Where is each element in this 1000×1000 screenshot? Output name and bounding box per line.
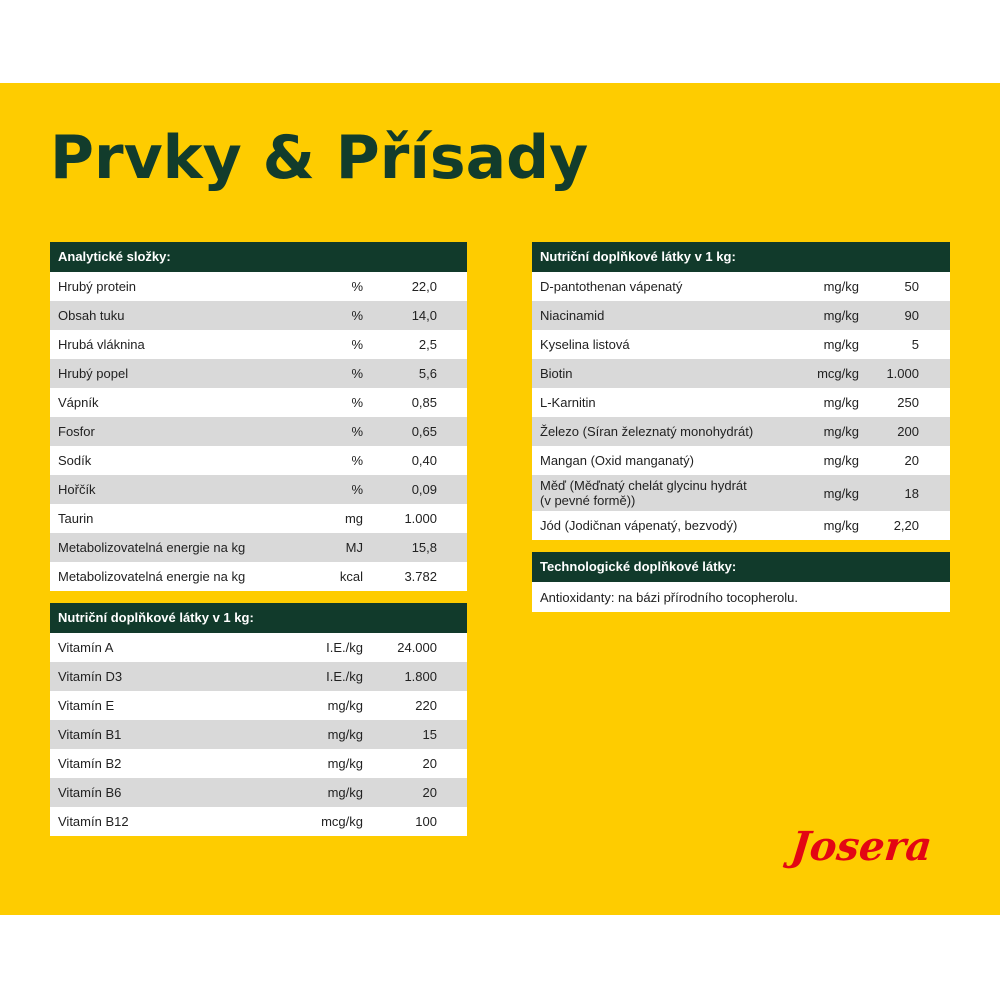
row-unit: mg/kg <box>823 308 859 323</box>
table-row <box>50 662 467 691</box>
row-unit: mg/kg <box>823 453 859 468</box>
table-row <box>532 446 950 475</box>
row-value: 22,0 <box>411 279 437 294</box>
row-name: Hrubý protein <box>58 279 137 294</box>
row-unit: % <box>351 337 363 352</box>
row-name: Kyselina listová <box>540 337 630 352</box>
table-row <box>50 562 467 591</box>
row-value: 15,8 <box>411 540 437 555</box>
table-row <box>50 778 467 807</box>
row-unit: mg/kg <box>327 756 363 771</box>
technological-additives-table <box>532 552 950 612</box>
row-value: 15 <box>422 727 437 742</box>
page-title: Prvky & Přísady <box>50 123 589 193</box>
row-name: Hrubý popel <box>58 366 129 381</box>
row-name: Hořčík <box>58 482 96 497</box>
row-value: 2,20 <box>893 518 919 533</box>
row-unit: % <box>351 308 363 323</box>
row-name: Železo (Síran železnatý monohydrát) <box>540 424 754 439</box>
row-name: D-pantothenan vápenatý <box>540 279 683 294</box>
row-unit: mg/kg <box>823 424 859 439</box>
technological-additives-text: Antioxidanty: na bázi přírodního tocopherolu. <box>540 589 799 605</box>
row-unit: mg/kg <box>327 727 363 742</box>
table-row <box>50 446 467 475</box>
table-row <box>532 475 950 511</box>
row-name: Metabolizovatelná energie na kg <box>58 569 246 584</box>
row-value: 20 <box>422 756 437 771</box>
row-value: 18 <box>904 485 919 501</box>
row-unit: mg/kg <box>823 337 859 352</box>
row-name: Vitamín D3 <box>58 669 123 684</box>
table-row <box>532 582 950 612</box>
row-unit: mg/kg <box>823 395 859 410</box>
row-name: L-Karnitin <box>540 395 596 410</box>
table-row <box>50 272 467 301</box>
table-row <box>50 691 467 720</box>
row-unit: mg <box>344 511 363 526</box>
row-name: Hrubá vláknina <box>58 337 145 352</box>
row-unit: % <box>351 366 363 381</box>
technological-additives-header: Technologické doplňkové látky: <box>532 552 950 582</box>
table-row <box>50 301 467 330</box>
row-value: 20 <box>422 785 437 800</box>
nutrition-additives-header: Nutriční doplňkové látky v 1 kg: <box>532 242 950 272</box>
row-value: 1.000 <box>886 366 919 381</box>
table-row <box>50 330 467 359</box>
table-row <box>532 272 950 301</box>
table-row <box>532 417 950 446</box>
table-row <box>50 475 467 504</box>
row-unit: mg/kg <box>327 698 363 713</box>
row-unit: % <box>351 279 363 294</box>
table-row <box>50 807 467 836</box>
josera-logo-text: Josera <box>788 823 935 870</box>
row-value: 1.000 <box>404 511 437 526</box>
row-unit: mcg/kg <box>321 814 363 829</box>
row-name: Jód (Jodičnan vápenatý, bezvodý) <box>540 518 738 533</box>
row-value: 5 <box>911 337 919 352</box>
table-row <box>532 511 950 540</box>
table-row <box>532 330 950 359</box>
row-unit: mg/kg <box>327 785 363 800</box>
table-row <box>50 633 467 662</box>
row-name: Metabolizovatelná energie na kg <box>58 540 246 555</box>
row-unit: mg/kg <box>823 279 859 294</box>
row-value: 0,85 <box>411 395 437 410</box>
row-unit: % <box>351 482 363 497</box>
row-unit: MJ <box>345 540 363 555</box>
analytic-components-header: Analytické složky: <box>50 242 467 272</box>
row-name: Taurin <box>58 511 94 526</box>
row-value: 90 <box>904 308 919 323</box>
row-value: 24.000 <box>397 640 437 655</box>
row-value: 1.800 <box>404 669 437 684</box>
row-name: Vitamín B1 <box>58 727 122 742</box>
row-name: Měď (Měďnatý chelát glycinu hydrát (v pevné formě)) <box>540 478 747 508</box>
row-name: Vitamín B12 <box>58 814 129 829</box>
row-value: 0,09 <box>411 482 437 497</box>
row-value: 3.782 <box>404 569 437 584</box>
vitamins-header: Nutriční doplňkové látky v 1 kg: <box>50 603 467 633</box>
row-unit: % <box>351 395 363 410</box>
row-name: Niacinamid <box>540 308 605 323</box>
row-unit: mcg/kg <box>817 366 859 381</box>
table-row <box>532 388 950 417</box>
row-unit: % <box>351 424 363 439</box>
row-name: Mangan (Oxid manganatý) <box>540 453 694 468</box>
josera-logo <box>776 822 952 870</box>
table-row <box>50 749 467 778</box>
analytic-components-table <box>50 242 467 591</box>
row-unit: mg/kg <box>823 485 859 501</box>
row-name: Vitamín E <box>58 698 115 713</box>
table-row <box>50 359 467 388</box>
row-unit: % <box>351 453 363 468</box>
table-row <box>50 417 467 446</box>
row-name: Fosfor <box>58 424 95 439</box>
row-name: Vitamín A <box>58 640 114 655</box>
row-value: 100 <box>415 814 437 829</box>
row-name: Biotin <box>540 366 573 381</box>
row-value: 50 <box>904 279 919 294</box>
row-name: Sodík <box>58 453 92 468</box>
vitamins-table <box>50 603 467 836</box>
nutrition-additives-table <box>532 242 950 540</box>
row-value: 200 <box>897 424 919 439</box>
row-unit: I.E./kg <box>326 669 363 684</box>
row-value: 220 <box>415 698 437 713</box>
table-row <box>50 388 467 417</box>
row-name: Vápník <box>58 395 99 410</box>
table-row <box>50 720 467 749</box>
table-row <box>532 359 950 388</box>
table-row <box>50 533 467 562</box>
row-value: 0,40 <box>411 453 437 468</box>
row-unit: mg/kg <box>823 518 859 533</box>
row-unit: kcal <box>339 569 363 584</box>
table-row <box>50 504 467 533</box>
row-value: 20 <box>904 453 919 468</box>
row-name: Obsah tuku <box>58 308 125 323</box>
table-row <box>532 301 950 330</box>
row-name: Vitamín B2 <box>58 756 122 771</box>
row-unit: I.E./kg <box>326 640 363 655</box>
row-value: 250 <box>897 395 919 410</box>
row-value: 0,65 <box>411 424 437 439</box>
row-value: 5,6 <box>418 366 437 381</box>
row-name: Vitamín B6 <box>58 785 122 800</box>
row-value: 2,5 <box>418 337 437 352</box>
row-value: 14,0 <box>411 308 437 323</box>
